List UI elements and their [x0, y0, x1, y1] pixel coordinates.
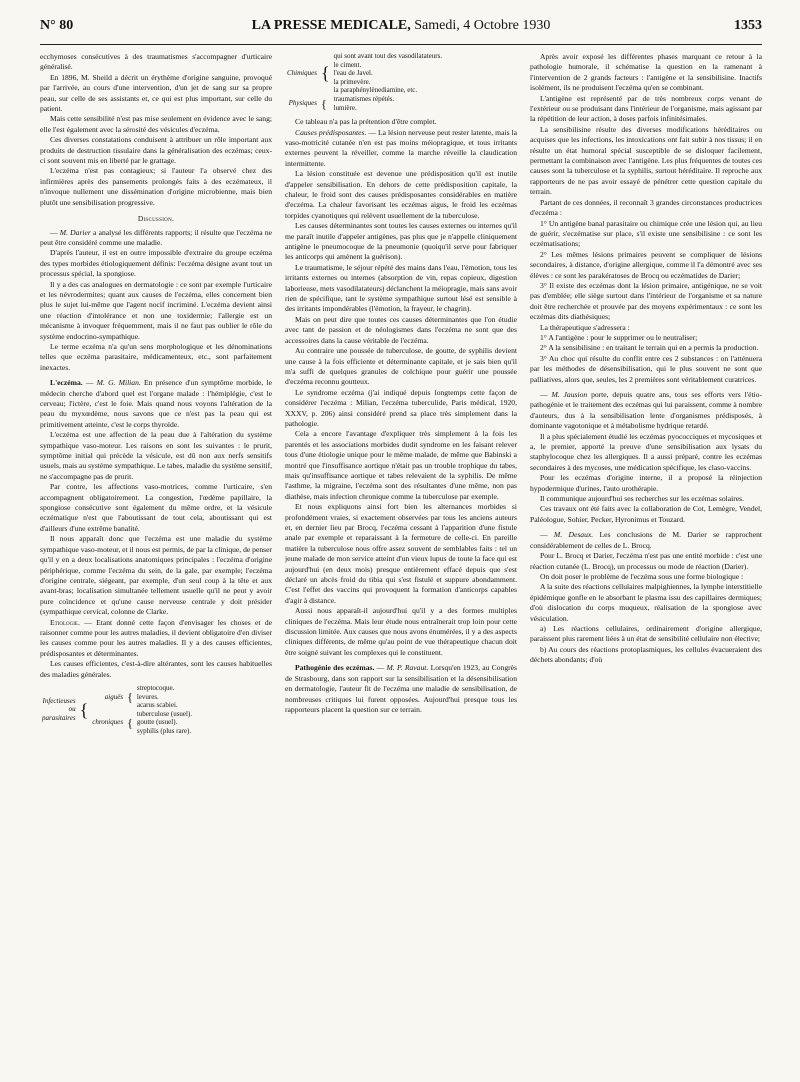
- paragraph: 1° A l'antigène : pour le supprimer ou le neutraliser;: [540, 332, 698, 342]
- paragraph-text: Les conclusions de M. Darier se rapprochent considérablement de celles de L. Brocq.: [530, 530, 762, 550]
- paragraph: Partant de ces données, il reconnaît 3 grandes circonstances productrices d'eczéma :: [530, 197, 762, 218]
- table-label: Chimiques: [287, 69, 317, 78]
- header-rule: [40, 44, 762, 45]
- paragraph: Pour L. Brocq et Darier, l'eczéma n'est pas une entité morbide : c'est une réaction cutanée (L. Brocq), un processus ou mode de réaction (Darier).: [530, 551, 762, 571]
- paragraph-text: porte, depuis quatre ans, tous ses efforts vers l'étio-pathogénie et le traitement des eczémas qui lui paraissent, comme à nombre d'auteurs, dus à la sensibilisation lente d'organismes prédisposés, à dominante vagotonique et à métabolisme hydrique retardé.: [530, 390, 762, 431]
- paragraph: La sensibilisine résulte des diverses modifications héréditaires ou acquises que les infections, les intoxications ont fait subir à nos tissus; il en résulte un état humoral spécial susceptible de se disloquer facilement, permettant la combinaison avec l'antigène. Les plus fréquentes de toutes ces causes sont la tuberculose et la syphilis, surtout héréditaire. Il reproche aux rapporteurs de ne pas avoir essayé de pénétrer cette question capitale du terrain.: [530, 124, 762, 197]
- table-item: levures.: [136, 692, 159, 701]
- paragraph: On doit poser le problème de l'eczéma sous une forme biologique :: [540, 571, 744, 581]
- section-lead: Etiologie.: [50, 617, 80, 627]
- table-item: la paraphénylènediamine, etc.: [333, 86, 418, 95]
- paragraph: Au contraire une poussée de tuberculose, de goutte, de syphilis devient une cause à la fois efficiente et déterminante capitale, et je sais bien qu'il m'a suffi de quelques granules de colchique pour guérir une poussée d'eczéma reconnu goutteux.: [285, 346, 517, 387]
- causes-table-chemical-physical: [285, 52, 517, 112]
- table-sublabel: chroniques: [92, 718, 124, 727]
- section-lead: Causes prédisposantes.: [295, 127, 367, 137]
- brace-glyph: {: [320, 63, 330, 84]
- section-lead: Pathogénie des eczémas.: [295, 663, 375, 673]
- journal-title: [40, 18, 762, 34]
- brace-glyph: {: [127, 689, 133, 704]
- author-name: M. G. Milian.: [96, 378, 141, 388]
- table-item: traumatismes répétés.: [333, 94, 395, 103]
- paragraph: Cela a encore l'avantage d'expliquer très simplement à la fois les parentés et les associations morbides dudit syndrome en les faisant relever tous d'une étiologie unique pour le même malade, de même que Babinski a montré que l'insuffisance aortique n'était pas un trouble trophique du tabes, mais qu'insuffisance aortique et tabes relevaient de la syphilis. De même l'asthme, la migraine, l'eczéma sont des résultantes d'une même, non pas diathèse, mais infection chronique comme la tuberculose par exemple.: [285, 429, 517, 501]
- paragraph: Le traumatisme, le séjour répété des mains dans l'eau, l'émotion, tous les irritants externes ou internes (absorption de vin, repas copieux, digestion laborieuse, mets vasodilatateurs) déclanchent la méiopragie, mais sans avoir rien de spécifique, tant le système sympathique surtout lésé est sensible à des irritants impondérables (l'émotion, la frayeur, le chagrin).: [285, 262, 517, 314]
- issue-number: N° 80: [40, 18, 74, 33]
- paragraph-text: Etant donné cette façon d'envisager les choses et de raisonner comme pour les autres maladies, il devient obligatoire d'en diviser les causes comme pour les autres maladies. Il y a des causes efficientes, prédisposantes et déterminantes.: [40, 617, 272, 658]
- author-name: M. P. Ravaut.: [386, 663, 429, 673]
- paragraph: D'après l'auteur, il est en outre impossible d'extraire du groupe eczéma des types morbides étiologiquement définis: l'eczéma désigne avant tout un processus spécial, la spongiose.: [40, 248, 272, 279]
- paragraph-text: Lorsqu'en 1923, au Congrès de Strasbourg, dans son rapport sur la sensibilisation et la désensibilisation en dermatologie, l'auteur fit de l'eczéma une maladie de sensibilisation, de nombreuses critiques lui furent opposées. Aujourd'hui presque tous les rapporteurs placent la question sur ce terrain.: [285, 663, 517, 714]
- paragraph: a) Les réactions cellulaires, ordinairement d'origine allergique, paraissent plus rarement liées à un état de sensibilité cellulaire non élective;: [530, 623, 762, 644]
- table-item: goutte (usuel).: [136, 718, 178, 727]
- table-cell: [332, 52, 444, 95]
- paragraph-text: En présence d'un symptôme morbide, le médecin cherche d'abord quel est l'organe malade : l'hémiplégie, c'est le cerveau; l'ictère, c'est le foie. Mais quand nous voyons l'altération de la peau du myxœdème, nous savons que ce n'est pas la peau qui est primitivement atteinte, c'est le corps thyroïde.: [40, 378, 272, 429]
- paragraph: La lésion constituée est devenue une prédisposition qu'il est inutile d'appeler sensibilisation. En dehors de cette prédisposition capitale, la chaleur, le froid sont des causes prédisposantes considérables en matière d'eczéma. La chaleur favorisant les eczémas aigus, le froid les eczémas torpides cyanotiques qui relèvent usuellement de la tuberculose.: [285, 169, 517, 220]
- paragraph: Etiologie. — Etant donné cette façon d'envisager les choses et de raisonner comme pour les autres maladies, il devient obligatoire d'en diviser les causes comme pour les autres maladies. Il y a des causes efficientes, prédisposantes et déterminantes.: [40, 617, 272, 658]
- table-label: Physiques: [288, 99, 317, 108]
- table-item: syphilis (plus rare).: [136, 726, 192, 735]
- table-sublabel: aiguës: [104, 692, 124, 701]
- table-cell: [135, 684, 194, 710]
- paragraph: Causes prédisposantes. — La lésion nerveuse peut rester latente, mais la vaso-motricité cutanée n'en est pas moins méiopragique, et tous irritants externes peuvent la réveiller, comme la marche réveille la claudication intermittente.: [285, 127, 517, 168]
- table-label: [40, 684, 78, 736]
- author-name: M. Jausion: [551, 390, 588, 399]
- brace-glyph: {: [127, 715, 133, 730]
- table-label-line: parasitaires: [42, 714, 76, 723]
- table-label-line: ou: [68, 705, 76, 714]
- paragraph: 3° Au choc qui résulte du conflit entre ces 2 substances : on l'atténuera par les méthodes de désensibilisation, qui le plus souvent ne sont que palliatives, alors que, seules, les 2 premières sont véritablement curatrices.: [530, 353, 762, 384]
- paragraph: L'antigène est représenté par de très nombreux corps venant de l'extérieur ou se produisant dans l'intérieur de l'organisme, mais agissant par la répétition de leur action, à doses parfois infinitésimales.: [530, 93, 762, 124]
- paragraph: 2° A la sensibilisine : en traitant le terrain qui en a permis la production.: [540, 343, 759, 353]
- paragraph: Il nous apparaît donc que l'eczéma est une maladie du système sympathique vaso-moteur, et il nous est permis, de par la clinique, de penser qu'il y en a deux localisations anatomiques principales : l'eczéma d'origine périphérique, comme l'eczéma du sein, de la gale, par exemple; l'eczéma d'origine centrale, siégeant, par exemple, d'un seul coup à la tête et aux avant-bras; localisation simultanée tellement usuelle qu'il ne peut y avoir pure coïncidence et qu'une cause nerveuse centrale y doit présider (sympathique cervical, colonne de Clarke.: [40, 534, 272, 617]
- table-item: tuberculose (usuel).: [136, 709, 193, 718]
- paragraph: — M. Darier a analysé les différents rapports; il résulte que l'eczéma ne peut être considéré comme une maladie.: [40, 227, 272, 247]
- table-cell: [332, 95, 444, 112]
- paragraph: Il a plus spécialement étudié les eczémas pyococciques et mycosiques et a, le premier, apporté la preuve d'une sensibilisation aux lysats du staphylocoque chez les allergiques. Il a aussi préparé, contre les eczémas secondaires à des mycoses, une médication spécifique, les claso-vaccins.: [530, 431, 762, 472]
- issue-date: Samedi, 4 Octobre 1930: [414, 18, 551, 33]
- paragraph: Mais on peut dire que toutes ces causes déterminantes que l'on étudie avec tant de passion et de néologismes dans l'eczéma ne sont que des accessoires dans la cause véritable de l'eczéma.: [285, 314, 517, 345]
- table-item: le ciment.: [333, 60, 362, 69]
- table-item: streptocoque.: [136, 683, 175, 692]
- paragraph: Pour les eczémas d'origine interne, il a proposé la réinjection hypodermique d'urines, l'auto urothérapie.: [530, 473, 762, 493]
- section-heading-discussion: Discussion.: [137, 214, 175, 224]
- paragraph: Par contre, les affections vaso-motrices, comme l'urticaire, s'en accompagnent obligatoirement. La congestion, l'œdème papillaire, la spongiose consécutive sont également du même ordre, et la vésicule eczématique n'est que l'aboutissant de tout cela, aboutissant qui est d'ailleurs d'une extrême banalité.: [40, 482, 272, 533]
- paragraph: — M. Jausion porte, depuis quatre ans, tous ses efforts vers l'étio-pathogénie et le traitement des eczémas qui lui paraissent, comme à nombre d'auteurs, dus à la sensibilisation lente d'organismes prédisposés, à dominante vagotonique et à métabolisme hydrique retardé.: [530, 390, 762, 431]
- column-2: [285, 52, 517, 1072]
- paragraph: Il communique aujourd'hui ses recherches sur les eczémas solaires.: [540, 494, 745, 504]
- page-number: 1353: [734, 18, 762, 33]
- paragraph: — M. Desaux. Les conclusions de M. Darier se rapprochent considérablement de celles de L. Brocq.: [530, 530, 762, 550]
- column-1: [40, 52, 272, 1072]
- table-label-line: Infectieuses: [42, 696, 76, 705]
- table-item: qui sont avant tout des vasodilatateurs.: [333, 52, 443, 60]
- table-cell: [135, 710, 194, 736]
- paragraph: Mais cette sensibilité n'est pas mise seulement en évidence avec le sang; elle l'est également avec la sérosité des vésicules d'eczéma.: [40, 114, 272, 134]
- running-header: [40, 18, 762, 40]
- paragraph: ecchymoses consécutives à des traumatismes s'accompagner d'urticaire généralisé.: [40, 52, 272, 72]
- paragraph-text: a analysé les différents rapports; il résulte que l'eczéma ne peut être considéré comme une maladie.: [40, 227, 272, 247]
- table-item: acarus scabiei.: [136, 701, 178, 710]
- paragraph: Aussi nous apparaît-il aujourd'hui qu'il y a des formes multiples cliniques de l'eczéma. Mais leur étude nous entraînerait trop loin pour cette discussion limitée. Aux causes que nous avons énumérées, il y a des aspects cliniques différents, de même qu'au point de vue thérapeutique chacun doit être soigné suivant les complexes qui le constituent.: [285, 606, 517, 657]
- paragraph: La thérapeutique s'adressera :: [540, 322, 630, 332]
- paragraph: 2° Les mêmes lésions primaires peuvent se compliquer de lésions secondaires, à distance, d'origine allergique, comme il l'a démontré avec ses élèves : ce sont les parakératoses de Brocq ou eczématides de Darier;: [530, 249, 762, 280]
- journal-name: LA PRESSE MEDICALE,: [251, 18, 411, 33]
- paragraph: Le terme eczéma n'a qu'un sens morphologique et les dénominations telles que eczéma parasitaire, médicamenteux, etc., sont parfaitement inexactes.: [40, 341, 272, 372]
- paragraph: L'eczéma est une affection de la peau due à l'altération du système sympathique vaso-moteur. Les raisons en sont les suivantes : le prurit, symptôme initial qui précède la vésicule, est dû non aux nerfs sensitifs usuels, mais au système sympathique. Le tabes, maladie du système sensitif, ne s'accompagne pas de prurit.: [40, 430, 272, 481]
- author-name: M. Darier: [59, 227, 91, 237]
- paragraph-text: La lésion nerveuse peut rester latente, mais la vaso-motricité cutanée n'en est pas moins méiopragique, et tous irritants externes peuvent la réveiller, comme la marche réveille la claudication intermittente.: [285, 127, 517, 168]
- section-lead: L'eczéma.: [50, 378, 83, 388]
- paragraph: Ces travaux ont été faits avec la collaboration de Cot, Lemègre, Vendel, Paléologue, Sohier, Pecker, Hyronimus et Touzard.: [530, 504, 762, 524]
- paragraph: Après avoir exposé les différentes phases marquant ce retour à la pathologie humorale, il schématise la question en la ramenant à l'intervention de 2 grands facteurs : l'antigène et la sensibilisine. Inactifs isolément, ils ne produisent l'eczéma qu'en se combinant.: [530, 52, 762, 93]
- paragraph: Ces diverses constatations conduisent à attribuer un rôle important aux produits de destruction tissulaire dans la généralisation des eczémas; ceux-ci sont souvent mis en liberté par le grattage.: [40, 135, 272, 166]
- paragraph: b) Au cours des réactions protoplasmiques, les cellules évacueraient des déchets abondants; d'où: [530, 644, 762, 665]
- causes-table-infectious: [40, 684, 272, 736]
- brace-glyph: {: [320, 96, 327, 111]
- paragraph: A la suite des réactions cellulaires malpighiennes, la lymphe interstitielle épidémique gonfle en le absorbant le plasma issu des capillaires dermiques; d'où dislocation du corps muqueux, réalisation de la spongiose avec vésiculation.: [530, 582, 762, 623]
- paragraph: Les causes déterminantes sont toutes les causes externes ou internes qu'il me paraît inutile d'appeler antigènes, pas plus que je n'appelle cliniquement antigène le pneumocoque de la pneumonie (quoiqu'il serve pour fabriquer les anticorps qui amènent la guérison).: [285, 221, 517, 262]
- paragraph: Et nous expliquons ainsi fort bien les alternances morbides si profondément vraies, si exactement observées par tous les anciens auteurs et, en dernier lieu par Brocq, l'eczéma cessant à l'apparition d'une fistule anale par exemple et reparaissant à la fermeture de celle-ci. En pareille matière la tuberculose nous offre assez souvent de semblables faits : tel un jeune malade de mon service atteint d'un vieux lupus de toute la face qui est aujourd'hui (en deux mois) presque entièrement effacé depuis que s'est déclaré un abcès froid du tibia qui s'est fistulé et suppure abondamment. C'est l'effet des vaccins qui provoquent la formation d'anticorps capables d'agir à distance.: [285, 502, 517, 605]
- author-name: M. Desaux.: [553, 530, 594, 540]
- paragraph: Les causes efficientes, c'est-à-dire altérantes, sont les causes habituelles des maladies générales.: [40, 659, 272, 679]
- paragraph: 3° Il existe des eczémas dont la lésion primaire, antigénique, ne se voit pas d'emblée; elle siège surtout dans l'intérieur de l'organisme et sa nature doit être recherchée et prouvée par des moyens expérimentaux : ce sont les eczémas dits diathésiques;: [530, 280, 762, 322]
- paragraph: L'eczéma. — M. G. Milian. En présence d'un symptôme morbide, le médecin cherche d'abord quel est l'organe malade : l'hémiplégie, c'est le cerveau; l'ictère, c'est le foie. Mais quand nous voyons l'altération de la peau du myxœdème, nous savons que ce n'est pas la peau qui est primitivement atteinte, c'est le corps thyroïde.: [40, 378, 272, 429]
- column-3: [530, 52, 762, 1072]
- paragraph: Pathogénie des eczémas. — M. P. Ravaut. Lorsqu'en 1923, au Congrès de Strasbourg, dans son rapport sur la sensibilisation et la désensibilisation en dermatologie, l'auteur fit de l'eczéma une maladie de sensibilisation, de nombreuses critiques lui furent opposées. Aujourd'hui presque tous les rapporteurs placent la question sur ce terrain.: [285, 663, 517, 714]
- brace-glyph: {: [79, 699, 89, 720]
- table-item: l'eau de Javel.: [333, 69, 373, 78]
- table-item: la primevère.: [333, 77, 371, 86]
- paragraph: Il y a des cas analogues en dermatologie : ce sont par exemple l'urticaire et les névrodermites; quant aux causes de l'eczéma, elles concernent bien plus le sujet lui-même que l'agent nocif incriminé. L'eczéma devient ainsi une réaction d'intolérance et non une toxidermie; l'allergie est un mécanisme à invoquer fréquemment, mais il ne faut pas oublier le rôle du système endocrino-sympathique.: [40, 279, 272, 341]
- paragraph: 1° Un antigène banal parasitaire ou chimique crée une lésion qui, au lieu de guérir, s'eczématise sur place, s'il existe une sensibilisine : ce sont les eczématisations;: [530, 218, 762, 249]
- paragraph: Ce tableau n'a pas la prétention d'être complet.: [295, 117, 437, 127]
- paragraph: Le syndrome eczéma (j'ai indiqué depuis longtemps cette façon de considérer l'eczéma : Milian, l'eczéma tuberculide, Paris médical, 1920, XXXV, p. 206) ainsi considéré prend sa place très simplement dans la pathologie.: [285, 387, 517, 428]
- table-item: lumière.: [333, 103, 357, 112]
- paragraph: L'eczéma n'est pas contagieux; si l'auteur l'a observé chez des infirmières après des pansements prolongés faits à des eczémateux, il n'invoque nullement une dissémination d'origine microbienne, mais bien plutôt une sensibilisation progressive.: [40, 166, 272, 207]
- paragraph: En 1896, M. Sheild a décrit un érythème d'origine sanguine, provoqué par l'arrivée, au cours d'une intervention, d'un jet de sang sur sa propre peau, sur celle de ses assistants et, ce qui est plus important, sur celle du patient.: [40, 72, 272, 114]
